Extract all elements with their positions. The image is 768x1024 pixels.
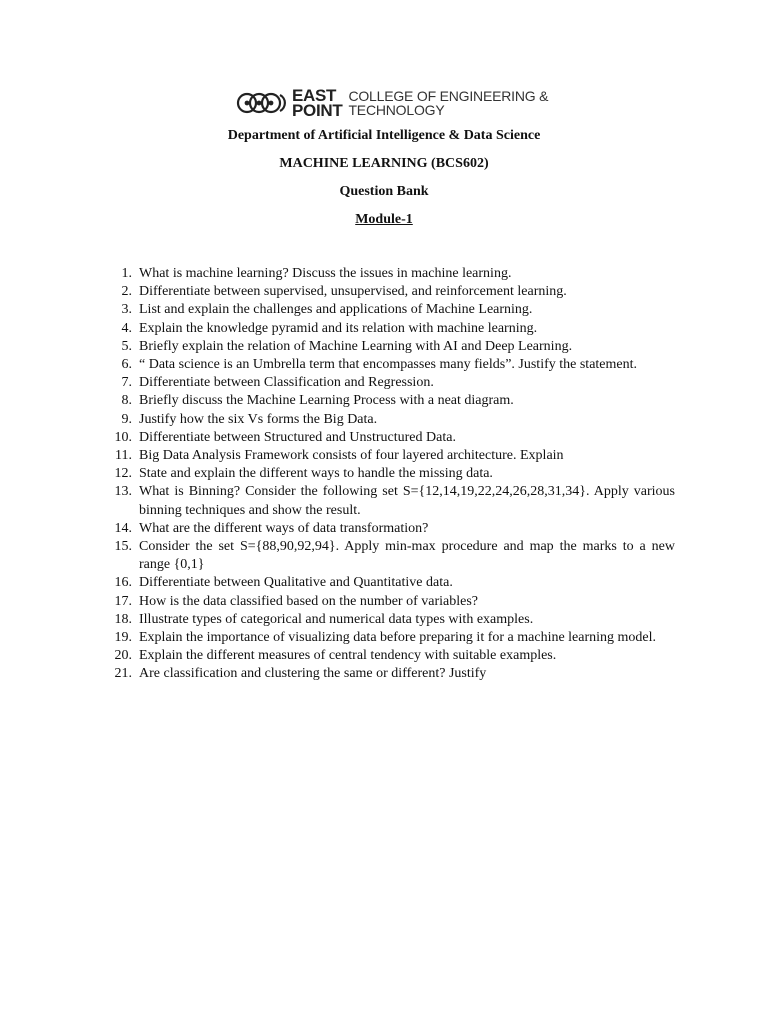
- question-item: [110, 629, 675, 647]
- question-item: [110, 520, 675, 538]
- question-number: 11.: [115, 448, 132, 464]
- question-number-cell: [110, 283, 139, 301]
- question-item: [110, 265, 675, 283]
- question-number-cell: [110, 374, 139, 392]
- question-text: How is the data classified based on the number of variables?: [139, 593, 479, 609]
- question-number-cell: [110, 265, 139, 283]
- question-item: [110, 447, 675, 465]
- question-number-cell: [110, 520, 139, 538]
- question-number-cell: [110, 611, 139, 629]
- question-item: [110, 483, 675, 519]
- question-item: [110, 611, 675, 629]
- question-text: Briefly discuss the Machine Learning Process with a neat diagram.: [139, 393, 514, 409]
- logo-brand-line2: POINT: [292, 101, 343, 120]
- question-number: 6.: [121, 357, 132, 373]
- question-text: List and explain the challenges and applications of Machine Learning.: [139, 302, 533, 318]
- question-number: 15.: [114, 539, 132, 555]
- question-text: Explain the importance of visualizing data before preparing it for a machine learning model.: [139, 630, 657, 646]
- question-item: [110, 356, 675, 374]
- question-item: [110, 392, 675, 410]
- question-number-cell: [110, 483, 139, 519]
- question-number: 8.: [121, 393, 132, 409]
- doc-type-heading: Question Bank: [339, 184, 429, 199]
- question-text: Explain the knowledge pyramid and its relation with machine learning.: [139, 320, 538, 336]
- logo-college-line2: TECHNOLOGY: [348, 102, 445, 118]
- question-text: Illustrate types of categorical and numerical data types with examples.: [139, 611, 534, 627]
- logo-brand: [292, 88, 342, 118]
- question-number-cell: [110, 411, 139, 429]
- question-item: [110, 465, 675, 483]
- question-text: Big Data Analysis Framework consists of four layered architecture. Explain: [139, 448, 564, 464]
- question-number: 18.: [114, 611, 132, 627]
- question-number-cell: [110, 593, 139, 611]
- question-text: What is machine learning? Discuss the issues in machine learning.: [139, 266, 512, 281]
- question-number-cell: [110, 574, 139, 592]
- question-number: 9.: [121, 411, 132, 427]
- question-number-cell: [110, 647, 139, 665]
- college-logo: [236, 85, 548, 121]
- logo-college-name: [348, 89, 548, 117]
- question-text: Differentiate between supervised, unsupervised, and reinforcement learning.: [139, 284, 567, 300]
- question-number: 12.: [114, 466, 132, 482]
- question-number-cell: [110, 629, 139, 647]
- logo-college-line1: COLLEGE OF ENGINEERING &: [348, 88, 549, 104]
- question-text: What are the different ways of data transformation?: [139, 520, 429, 536]
- question-number-cell: [110, 465, 139, 483]
- question-item: [110, 320, 675, 338]
- question-text: “ Data science is an Umbrella term that encompasses many fields”. Justify the statement.: [139, 357, 638, 373]
- question-item: [110, 411, 675, 429]
- question-number: 2.: [121, 284, 132, 300]
- question-number: 20.: [114, 648, 132, 664]
- question-item: [110, 338, 675, 356]
- question-item: [110, 574, 675, 592]
- question-text: Briefly explain the relation of Machine Learning with AI and Deep Learning.: [139, 338, 573, 354]
- question-text: Explain the different measures of central tendency with suitable examples.: [139, 648, 557, 664]
- question-item: [110, 429, 675, 447]
- question-item: [110, 665, 675, 683]
- question-number-cell: [110, 665, 139, 683]
- question-number: 5.: [121, 338, 132, 354]
- question-number: 19.: [114, 630, 132, 646]
- question-item: [110, 538, 675, 574]
- question-text: State and explain the different ways to handle the missing data.: [139, 466, 493, 482]
- question-number: 7.: [121, 375, 132, 391]
- logo-brand-line1: EAST: [292, 86, 337, 105]
- question-number: 14.: [114, 520, 132, 536]
- question-number-cell: [110, 356, 139, 374]
- question-item: [110, 283, 675, 301]
- question-number: 3.: [121, 302, 132, 318]
- question-list: [110, 265, 675, 684]
- question-number: 16.: [114, 575, 132, 591]
- question-item: [110, 647, 675, 665]
- question-number-cell: [110, 447, 139, 465]
- question-number-cell: [110, 538, 139, 574]
- question-text: Differentiate between Qualitative and Quantitative data.: [139, 575, 453, 591]
- question-number: 13.: [114, 484, 132, 500]
- question-number: 10.: [114, 429, 132, 445]
- question-number-cell: [110, 320, 139, 338]
- question-text: Consider the set S={88,90,92,94}. Apply min-max procedure and map the marks to a new range {0,1}: [139, 539, 675, 573]
- question-item: [110, 301, 675, 319]
- question-number: 1.: [121, 266, 132, 281]
- module-heading: Module-1: [355, 212, 413, 227]
- question-item: [110, 374, 675, 392]
- question-number: 4.: [121, 320, 132, 336]
- question-text: Differentiate between Classification and Regression.: [139, 375, 434, 391]
- question-number-cell: [110, 429, 139, 447]
- question-number-cell: [110, 338, 139, 356]
- question-number-cell: [110, 301, 139, 319]
- question-number-cell: [110, 392, 139, 410]
- question-text: Are classification and clustering the same or different? Justify: [139, 666, 487, 682]
- question-text: Justify how the six Vs forms the Big Data.: [139, 411, 378, 427]
- question-number: 17.: [114, 593, 132, 609]
- question-number: 21.: [114, 666, 132, 682]
- question-item: [110, 593, 675, 611]
- question-text: Differentiate between Structured and Unstructured Data.: [139, 429, 456, 445]
- department-heading: Department of Artificial Intelligence & Data Science: [227, 128, 541, 143]
- course-heading: MACHINE LEARNING (BCS602): [279, 156, 489, 171]
- logo-mark-icon: [236, 87, 288, 119]
- question-text: What is Binning? Consider the following set S={12,14,19,22,24,26,28,31,34}. Apply various binning techniques and show the result.: [139, 484, 675, 518]
